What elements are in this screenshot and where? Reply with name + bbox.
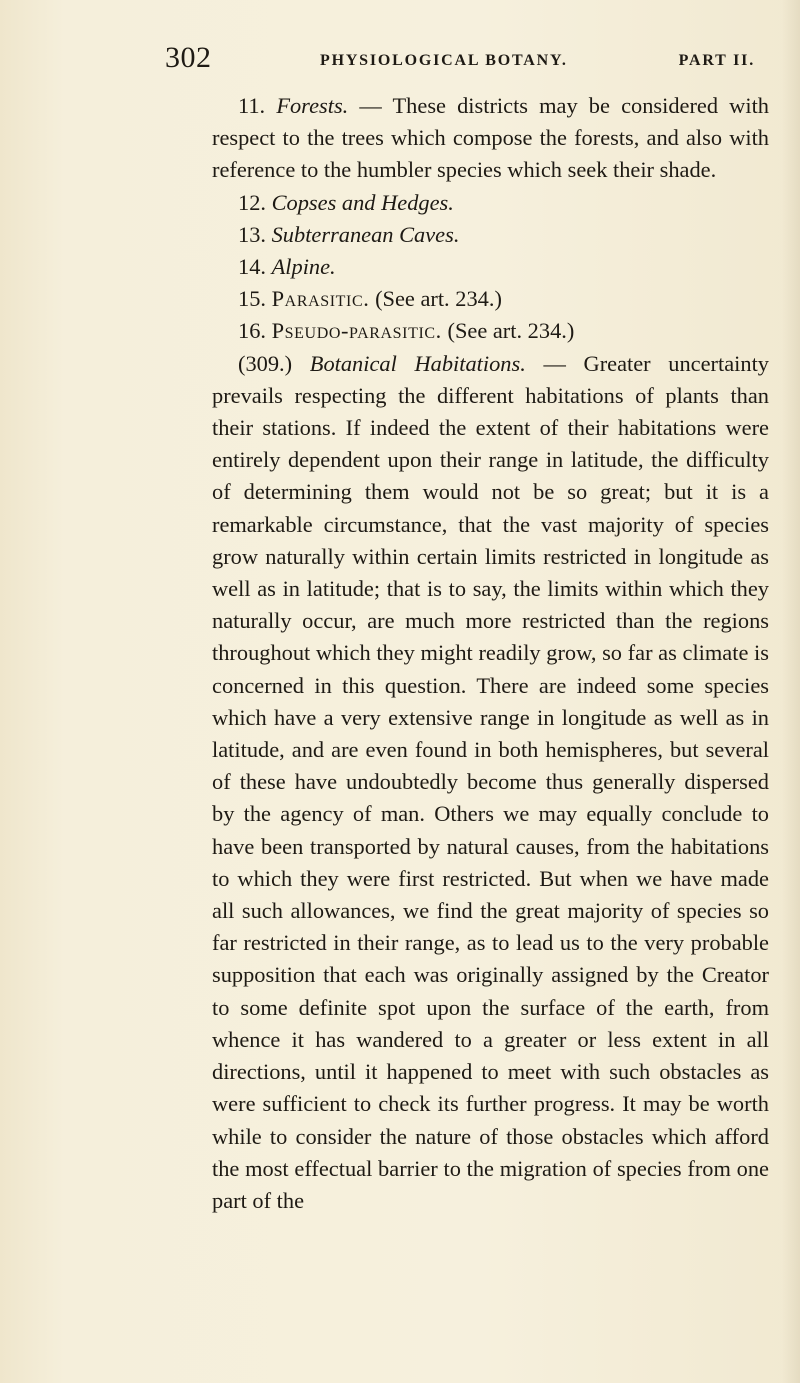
item-title: Subterranean Caves. — [271, 221, 460, 247]
item-note: (See art. 234.) — [375, 286, 502, 312]
section-text: — Greater uncertainty prevails respecting the different habitations of plants than their stations. If indeed the extent of their habitations were entirely dependent upon their range in latitude, the difficulty of determining them would not be so great; but it is a remarkable circumstance, that the vast majority of species grow naturally within certain limits restricted in longitude as well as in latitude; that is to say, the limits within which they naturally occur, are much more restricted than the regions throughout which they might readily grow, so far as climate is concerned in this question. There are indeed some species which have a very extensive range in longitude as well as in latitude, and are even found in both hemispheres, but several of these have undoubtedly become thus generally dispersed by the agency of man. Others we may equally conclude to have been transported by natural causes, from the habitations to which they were first restricted. But when we have made all such allowances, we find the great majority of species so far restricted in their range, as to lead us to the very probable supposition that each was originally assigned by the Creator to some definite spot upon the surface of the earth, from whence it has wandered to a greater or less extent in all directions, until it happened to meet with such obstacles as were sufficient to check its further progress. It may be worth while to consider the nature of those obstacles which afford the most effectual barrier to the migration of species from one part of the — [212, 350, 770, 1213]
section-number: (309.) — [238, 350, 293, 376]
item-number: 13. — [238, 221, 266, 247]
item-number: 11. — [238, 93, 266, 118]
item-number: 14. — [238, 254, 266, 280]
page-number: 302 — [165, 41, 212, 74]
paragraph-item-14 — [212, 251, 769, 283]
item-title: Alpine. — [271, 254, 336, 280]
item-title: Copses and Hedges. — [271, 189, 454, 215]
item-title: Parasitic. — [271, 286, 370, 312]
item-number: 12. — [238, 189, 266, 215]
part-label: PART II. — [678, 52, 755, 69]
paragraph-item-16 — [212, 315, 769, 347]
item-number: 16. — [238, 318, 266, 344]
item-title: Forests. — [276, 93, 349, 118]
paragraph-item-11 — [212, 90, 769, 187]
page-body — [212, 90, 769, 1217]
page-header — [165, 40, 765, 80]
item-title: Pseudo-parasitic. — [271, 318, 442, 344]
item-note: (See art. 234.) — [447, 318, 575, 344]
running-title: PHYSIOLOGICAL BOTANY. — [320, 52, 568, 69]
paragraph-section-309 — [212, 348, 769, 1217]
item-text: — These districts may be considered with respect to the trees which compose the forests, and also with reference to the humbler species which seek their shade. — [212, 93, 769, 183]
paragraph-item-13 — [212, 219, 769, 251]
paragraph-item-15 — [212, 283, 769, 315]
paragraph-item-12 — [212, 187, 769, 219]
page-edge-shadow — [782, 0, 800, 1383]
section-title: Botanical Habitations. — [309, 350, 526, 376]
item-number: 15. — [238, 286, 266, 312]
